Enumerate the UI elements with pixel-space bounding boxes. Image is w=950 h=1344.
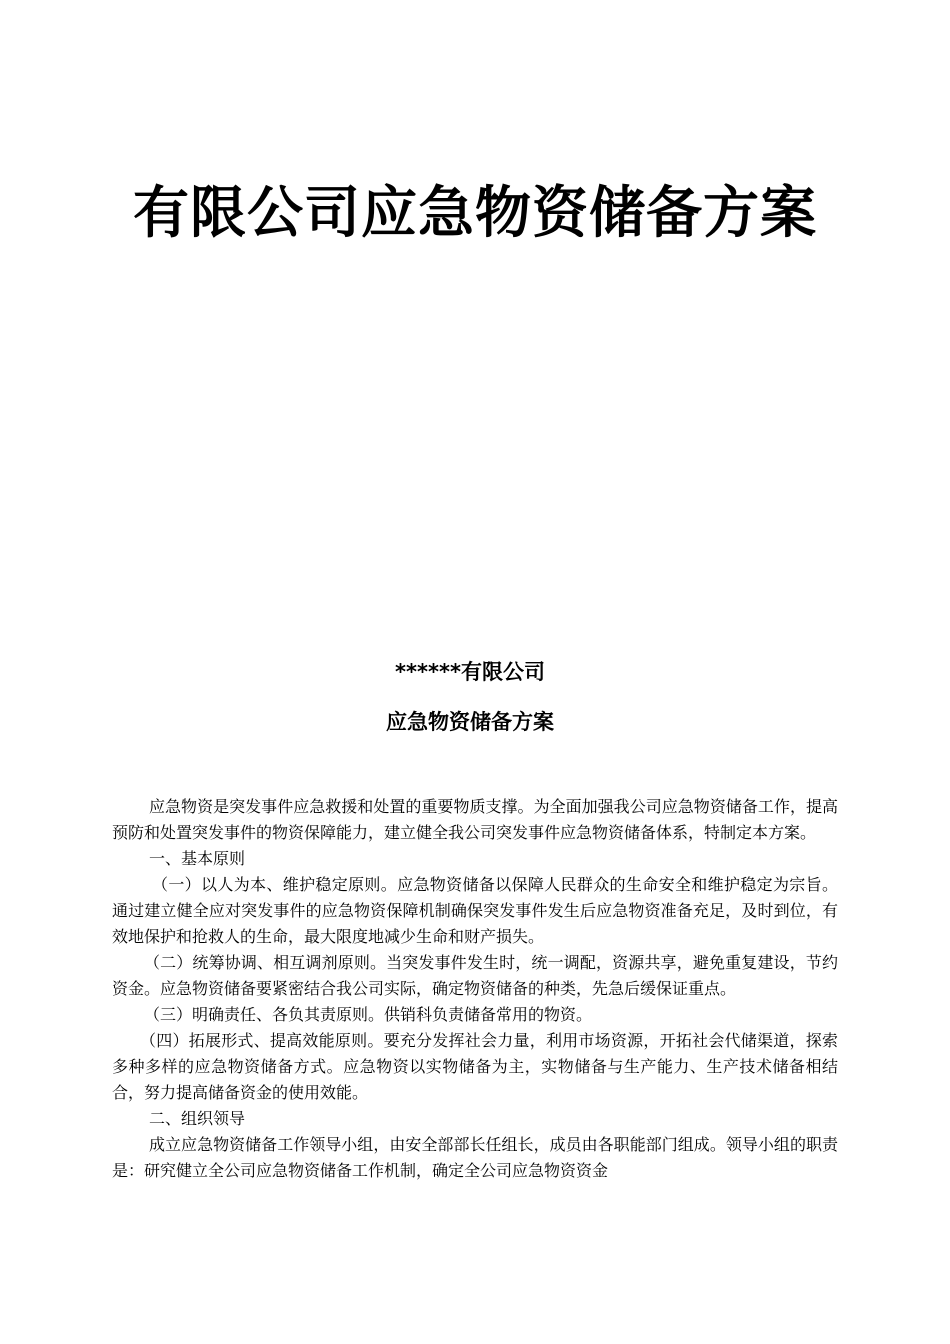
document-body <box>112 794 838 1184</box>
document-subtitle: 应急物资储备方案 <box>386 710 554 734</box>
company-name: ******有限公司 <box>395 660 545 684</box>
principle-paragraph-4: （四）拓展形式、提高效能原则。要充分发挥社会力量，利用市场资源，开拓社会代储渠道，探索多种多样的应急物资储备方式。应急物资以实物储备为主，实物储备与生产能力、生产技术储备相结合，努力提高储备资金的使用效能。 <box>112 1031 838 1102</box>
principle-paragraph-1: （一）以人为本、维护稳定原则。应急物资储备以保障人民群众的生命安全和维护稳定为宗旨。通过建立健全应对突发事件的应急物资保障机制确保突发事件发生后应急物资准备充足，及时到位，有效地保护和抢救人的生命，最大限度地减少生命和财产损失。 <box>112 875 838 946</box>
principle-paragraph-2: （二）统筹协调、相互调剂原则。当突发事件发生时，统一调配，资源共享，避免重复建设，节约资金。应急物资储备要紧密结合我公司实际，确定物资储备的种类，先急后缓保证重点。 <box>112 953 838 998</box>
document-title: 有限公司应急物资储备方案 <box>133 181 817 246</box>
section-heading-organization: 二、组织领导 <box>149 1109 246 1128</box>
organization-paragraph: 成立应急物资储备工作领导小组，由安全部部长任组长，成员由各职能部门组成。领导小组的职责是：研究健立全公司应急物资储备工作机制，确定全公司应急物资资金 <box>112 1135 838 1180</box>
principle-paragraph-3: （三）明确责任、各负其责原则。供销科负责储备常用的物资。 <box>144 1005 593 1024</box>
section-heading-principles: 一、基本原则 <box>149 849 246 868</box>
intro-paragraph: 应急物资是突发事件应急救援和处置的重要物质支撑。为全面加强我公司应急物资储备工作，提高预防和处置突发事件的物资保障能力，建立健全我公司突发事件应急物资储备体系，特制定本方案。 <box>112 797 838 842</box>
